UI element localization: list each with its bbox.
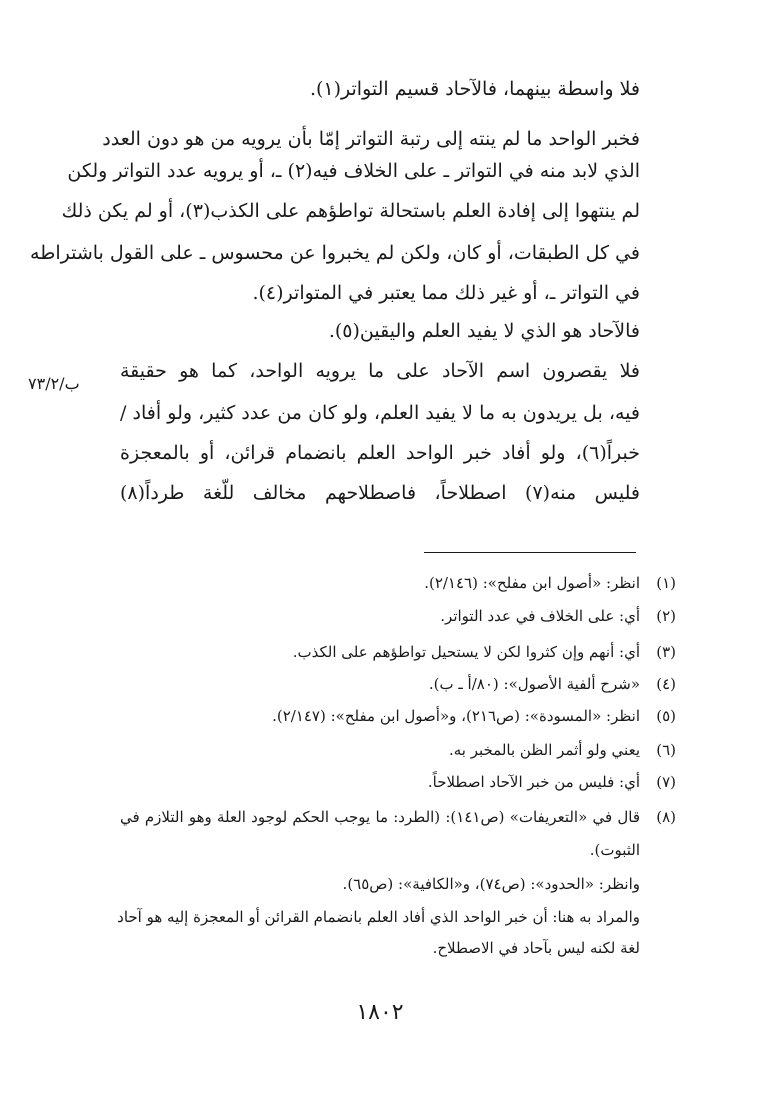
- body-line-9: فيه، بل يريدون به ما لا يفيد العلم، ولو كان من عدد كثير، ولو أفاد /: [120, 402, 640, 424]
- footnote-text: لغة لكنه ليس بآحاد في الاصطلاح.: [432, 939, 640, 957]
- footnote-number: (٢): [656, 607, 676, 625]
- footnote-number: (١): [656, 574, 676, 592]
- body-line-6: في التواتر ـ، أو غير ذلك مما يعتبر في المتواتر(٤).: [252, 282, 640, 304]
- margin-folio-reference: ب/٧٣/٢: [28, 374, 80, 393]
- footnote-text: أي: على الخلاف في عدد التواتر.: [440, 607, 640, 625]
- footnote-text: الثبوت).: [589, 841, 640, 859]
- footnote-text: «شرح ألفية الأصول»: (٨٠/أ ـ ب).: [428, 675, 640, 693]
- footnote-text: يعني ولو أثمر الظن بالمخبر به.: [448, 741, 640, 759]
- footnote-separator: [424, 552, 636, 553]
- body-line-2: فخبر الواحد ما لم ينته إلى رتبة التواتر إمّا بأن يرويه من هو دون العدد: [102, 128, 640, 150]
- body-line-5: في كل الطبقات، أو كان، ولكن لم يخبروا عن محسوس ـ على القول باشتراطه: [30, 242, 640, 264]
- footnote-text: انظر: «المسودة»: (ص٢١٦)، و«أصول ابن مفلح»: (٢/١٤٧).: [272, 707, 640, 725]
- footnote-text: وانظر: «الحدود»: (ص٧٤)، و«الكافية»: (ص٦٥).: [342, 875, 640, 893]
- footnote-text: أي: فليس من خبر الآحاد اصطلاحاً.: [427, 773, 640, 791]
- footnote-text: قال في «التعريفات» (ص١٤١): (الطرد: ما يوجب الحكم لوجود العلة وهو التلازم في: [120, 808, 640, 826]
- footnote-text: والمراد به هنا: أن خبر الواحد الذي أفاد العلم بانضمام القرائن أو المعجزة إليه هو آحاد: [117, 908, 640, 926]
- footnote-number: (٦): [656, 741, 676, 759]
- footnote-number: (٧): [656, 773, 676, 791]
- footnote-text: انظر: «أصول ابن مفلح»: (٢/١٤٦).: [424, 574, 640, 592]
- body-line-7: فالآحاد هو الذي لا يفيد العلم واليقين(٥).: [328, 320, 640, 342]
- body-line-11: فليس منه(٧) اصطلاحاً، فاصطلاحهم مخالف للّغة طرداً(٨): [120, 482, 640, 504]
- footnote-number: (٤): [656, 675, 676, 693]
- footnote-number: (٣): [656, 643, 676, 661]
- body-line-4: لم ينتهوا إلى إفادة العلم باستحالة تواطؤهم على الكذب(٣)، أو لم يكن ذلك: [61, 200, 640, 222]
- page-number: ١٨٠٢: [356, 1000, 404, 1025]
- body-line-3: الذي لابد منه في التواتر ـ على الخلاف فيه(٢) ـ، أو يرويه عدد التواتر ولكن: [67, 160, 640, 182]
- body-line-1: فلا واسطة بينهما، فالآحاد قسيم التواتر(١).: [309, 78, 640, 100]
- footnote-text: أي: أنهم وإن كثروا لكن لا يستحيل تواطؤهم على الكذب.: [292, 643, 640, 661]
- footnote-number: (٥): [656, 707, 676, 725]
- body-line-10: خبراً(٦)، ولو أفاد خبر الواحد العلم بانضمام قرائن، أو بالمعجزة: [120, 442, 640, 464]
- body-line-8: فلا يقصرون اسم الآحاد على ما يرويه الواحد، كما هو حقيقة: [120, 360, 640, 382]
- footnote-number: (٨): [656, 808, 676, 826]
